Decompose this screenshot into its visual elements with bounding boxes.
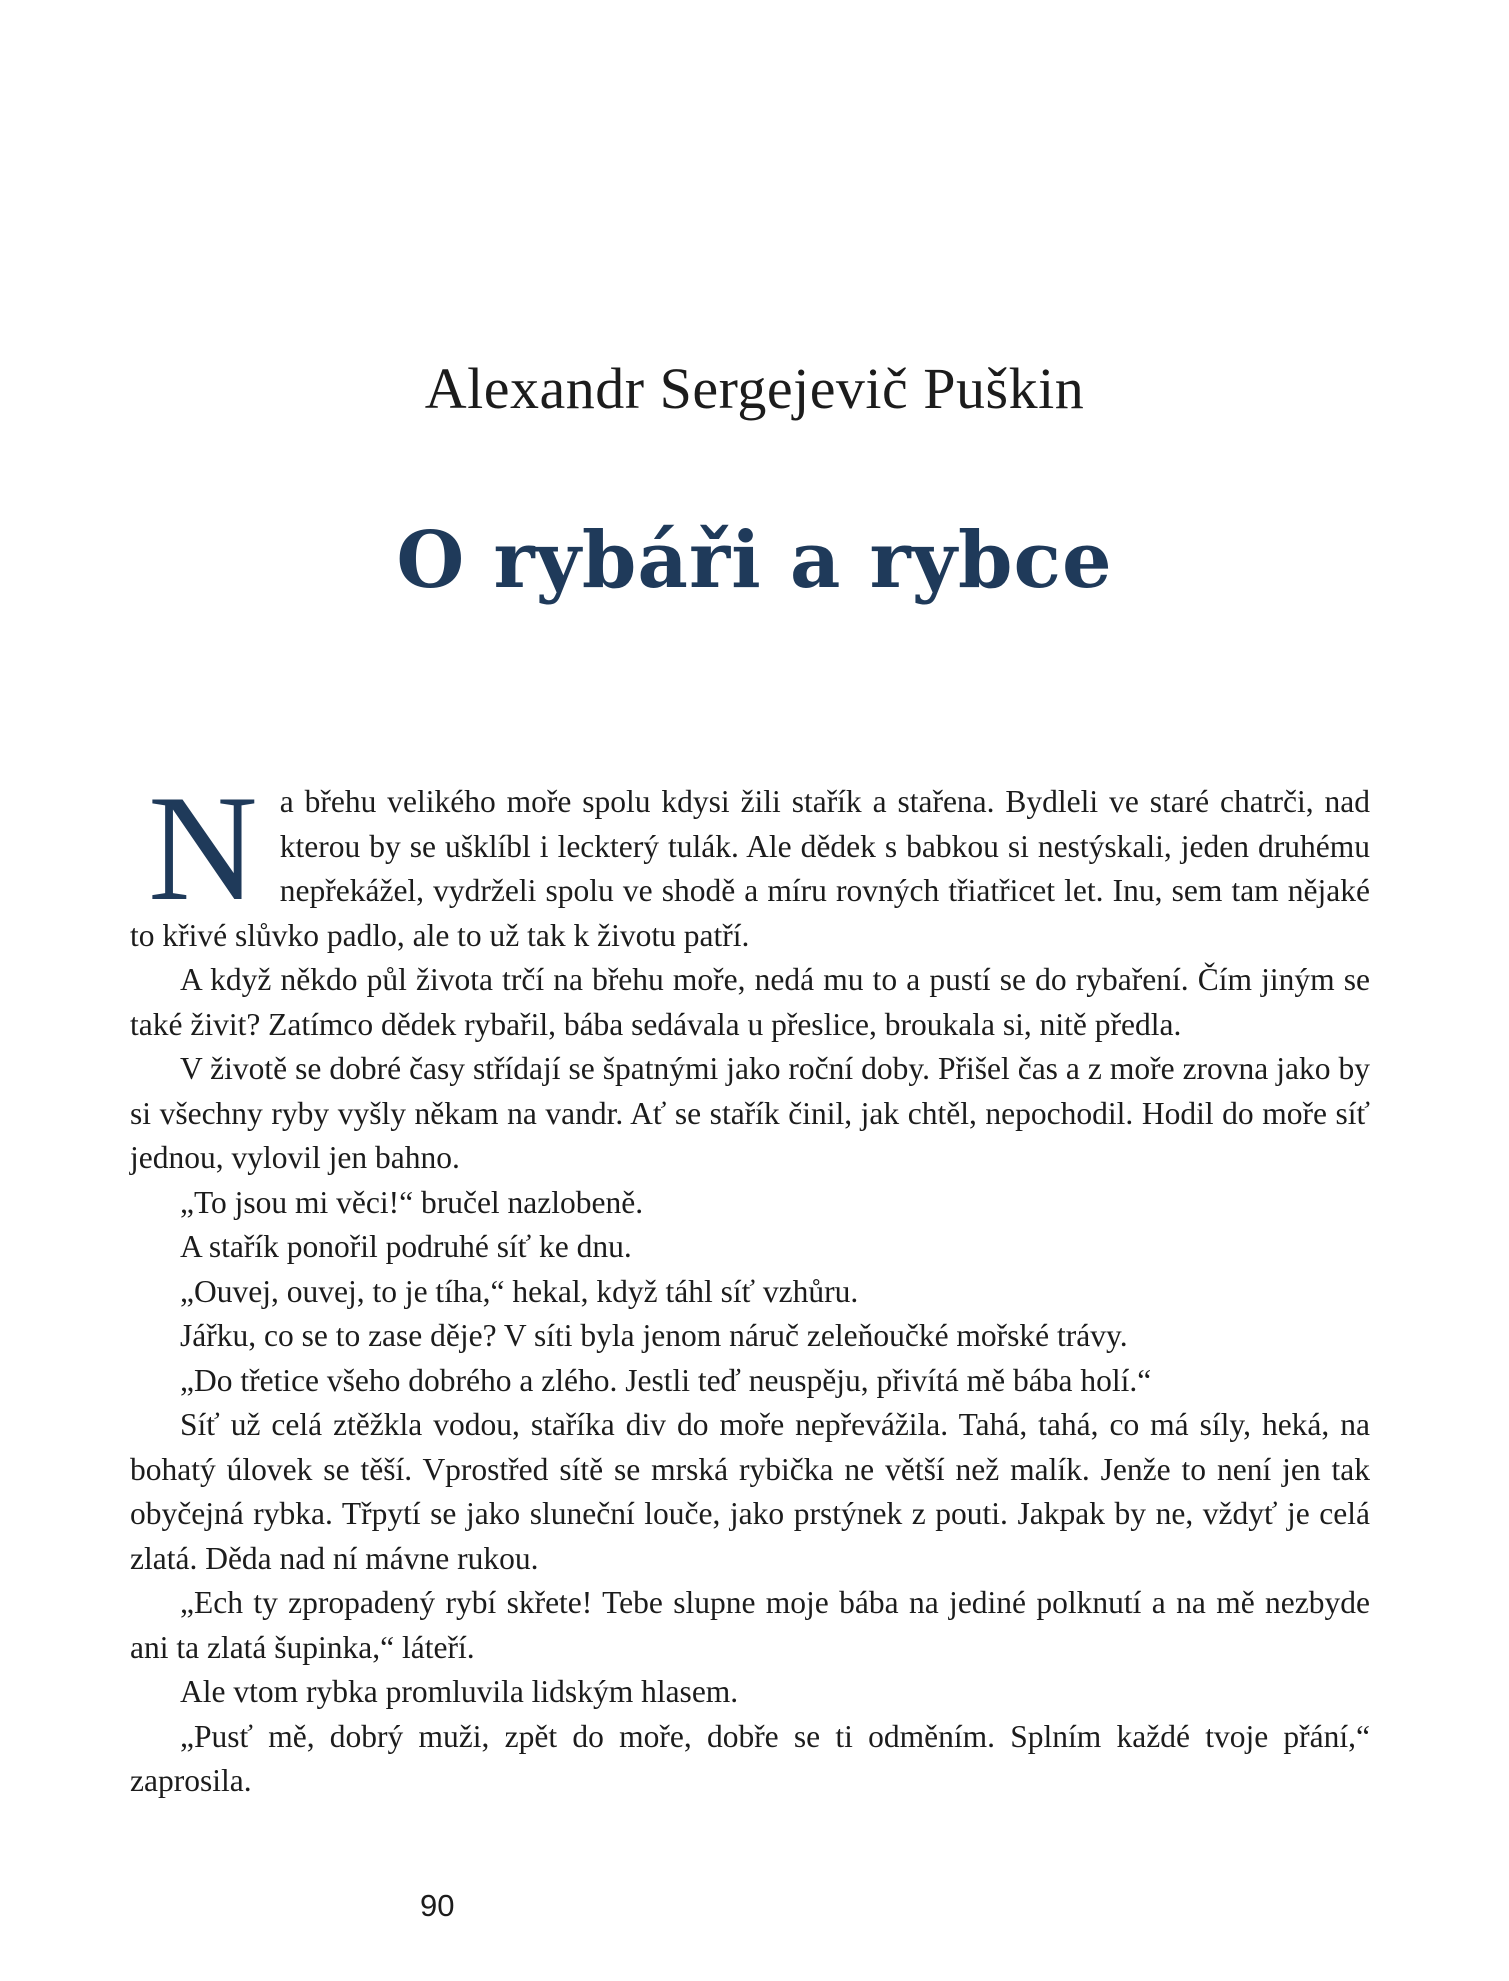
paragraph: „Ouvej, ouvej, to je tíha,“ hekal, když táhl síť vzhůru.: [180, 1273, 859, 1309]
paragraph: Ale vtom rybka promluvila lidským hlasem.: [180, 1674, 739, 1709]
paragraph: „Pusť mě, dobrý muži, zpět do moře, dobře se ti odměním. Splním každé tvoje přání,“ zaprosila.: [130, 1718, 1370, 1798]
paragraph-1-text: a břehu velikého moře spolu kdysi žili stařík a stařena. Bydleli ve staré chatrči, nad kterou by se ušklíbl i leckterý tulák. Ale dědek s babkou si nestýskali, jeden druhému nepřekážel, vydrželi spolu ve shodě a míru rovných třiatřicet let. Inu, sem tam nějaké to křivé slůvko padlo, ale to už tak k životu patří.: [130, 784, 1370, 953]
paragraph: A když někdo půl života trčí na břehu moře, nedá mu to a pustí se do rybaření. Čím jiným se také živit? Zatímco dědek rybařil, bába sedávala u přeslice, broukala si, nitě předla.: [130, 962, 1370, 1042]
paragraph: V životě se dobré časy střídají se špatnými jako roční doby. Přišel čas a z moře zrovna jako by si všechny ryby vyšly někam na vandr. Ať se stařík činil, jak chtěl, nepochodil. Hodil do moře síť jednou, vylovil jen bahno.: [130, 1051, 1370, 1175]
story-title: O rybáři a rybce: [396, 515, 1113, 606]
drop-cap: N: [148, 764, 258, 932]
paragraph-1: [130, 764, 1370, 958]
paragraph: „To jsou mi věci!“ bručel nazlobeně.: [180, 1184, 644, 1220]
paragraph: „Ech ty zpropadený rybí skřete! Tebe slupne moje bába na jediné polknutí a na mě nezbyde ani ta zlatá šupinka,“ láteří.: [130, 1585, 1370, 1665]
story-body: [130, 764, 1370, 1804]
paragraph: Jářku, co se to zase děje? V síti byla jenom náruč zeleňoučké mořské trávy.: [180, 1318, 1128, 1353]
paragraph: A stařík ponořil podruhé síť ke dnu.: [180, 1229, 632, 1264]
page-number: 90: [420, 1888, 455, 1923]
author-name: Alexandr Sergejevič Puškin: [424, 356, 1085, 421]
paragraph: „Do třetice všeho dobrého a zlého. Jestli teď neuspěju, přivítá mě bába holí.“: [180, 1362, 1152, 1398]
paragraph: Síť už celá ztěžkla vodou, staříka div do moře nepřevážila. Tahá, tahá, co má síly, heká, na bohatý úlovek se těší. Vprostřed sítě se mrská rybička ne větší než malík. Jenže to není jen tak obyčejná rybka. Třpytí se jako sluneční louče, jako prstýnek z pouti. Jakpak by ne, vždyť je celá zlatá. Děda nad ní mávne rukou.: [130, 1407, 1370, 1576]
